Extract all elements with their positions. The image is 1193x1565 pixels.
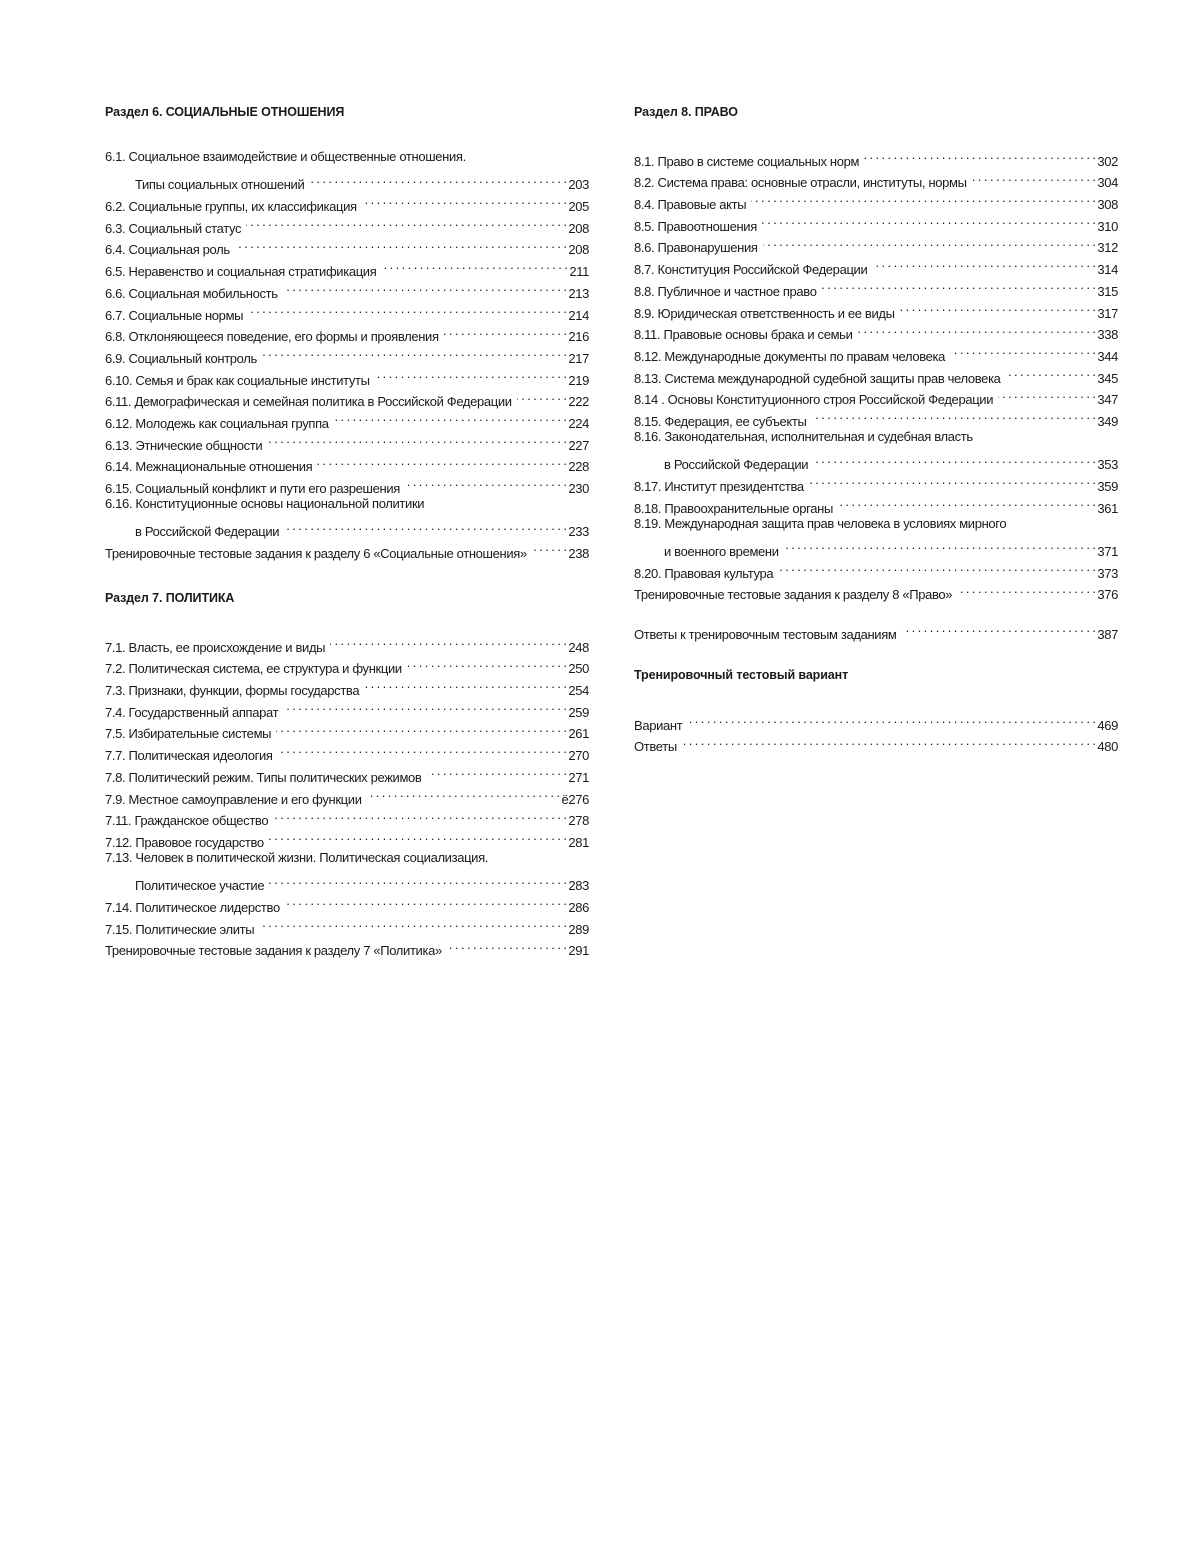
toc-entry-page: 250 <box>568 661 589 677</box>
toc-entry-page: 338 <box>1097 327 1118 343</box>
dot-leader <box>375 363 567 385</box>
toc-entry <box>105 847 589 869</box>
dot-leader <box>682 730 1096 752</box>
toc-entry <box>634 730 1118 755</box>
toc-entry-label: 6.11. Демографическая и семейная политика в Российской Федерации <box>105 394 512 410</box>
dot-leader <box>812 404 1096 426</box>
toc-entry-page: 347 <box>1097 392 1118 408</box>
toc-entry-page: 289 <box>568 921 589 937</box>
toc-list <box>105 146 589 562</box>
dot-leader <box>381 254 567 276</box>
toc-entry <box>105 630 589 655</box>
toc-entry-page: 259 <box>568 704 589 720</box>
dot-leader <box>447 934 567 956</box>
toc-entry-label: 6.2. Социальные группы, их классификация <box>105 199 357 215</box>
toc-entry-page: 203 <box>568 177 589 193</box>
toc-entry-page: 345 <box>1097 370 1118 386</box>
toc-entry-label: 8.18. Правоохранительные органы <box>634 500 833 516</box>
dot-leader <box>957 578 1095 600</box>
toc-entry-page: 238 <box>568 546 589 562</box>
toc-entry-page: 371 <box>1097 544 1118 560</box>
section-8 <box>634 104 1118 603</box>
toc-entry-label: 7.15. Политические элиты <box>105 921 255 937</box>
dot-leader <box>285 890 567 912</box>
dot-leader <box>809 469 1096 491</box>
toc-entry-label: Ответы к тренировочным тестовым заданиям <box>634 626 897 642</box>
dot-leader <box>838 491 1095 513</box>
toc-entry-label: 7.9. Местное самоуправление и его функции <box>105 791 362 807</box>
toc-entry-label: 6.6. Социальная мобильность <box>105 285 278 301</box>
dot-leader <box>407 652 567 674</box>
toc-list <box>634 617 1118 642</box>
dot-leader <box>902 617 1096 639</box>
section-title: Тренировочный тестовый вариант <box>634 668 849 682</box>
section-6 <box>105 104 589 562</box>
dot-leader <box>778 556 1095 578</box>
dot-leader <box>998 383 1095 405</box>
toc-entry-label: 6.15. Социальный конфликт и пути его разрешения <box>105 481 400 496</box>
toc-entry-label: 8.1. Право в системе социальных норм <box>634 153 860 169</box>
toc-entry-page: 469 <box>1097 717 1118 733</box>
toc-entry-label: 8.15. Федерация, ее субъекты <box>634 413 807 429</box>
toc-entry-page: 304 <box>1097 175 1118 191</box>
section-title: Раздел 6. СОЦИАЛЬНЫЕ ОТНОШЕНИЯ <box>105 105 345 119</box>
toc-entry-label: в Российской Федерации <box>664 457 809 473</box>
toc-entry <box>634 448 1118 473</box>
toc-entry <box>634 513 1118 535</box>
toc-entry <box>105 493 589 515</box>
toc-entry-page: 376 <box>1097 587 1118 603</box>
toc-entry-label: 8.14 . Основы Конституционного строя Российской Федерации <box>634 392 994 408</box>
dot-leader <box>364 673 566 695</box>
toc-entry-page: 227 <box>568 437 589 453</box>
toc-entry-label: 8.8. Публичное и частное право <box>634 283 817 299</box>
dot-leader <box>687 708 1095 730</box>
toc-entry-label: 6.3. Социальный статус <box>105 220 242 236</box>
toc-entry-label: 8.13. Система международной судебной защиты прав человека <box>634 370 1001 386</box>
toc-entry-label: Тренировочные тестовые задания к разделу 7 «Политика» <box>105 943 442 959</box>
toc-entry-page: 271 <box>568 769 589 785</box>
toc-entry <box>634 708 1118 733</box>
dot-leader <box>283 276 567 298</box>
toc-entry-page: 315 <box>1097 283 1118 299</box>
toc-entry-label: 8.11. Правовые основы брака и семьи <box>634 327 853 343</box>
toc-entry-label: 7.4. Государственный аппарат <box>105 704 279 720</box>
toc-entry-page: 261 <box>568 726 589 742</box>
dot-leader <box>762 209 1095 231</box>
toc-entry-label: 6.13. Этнические общности <box>105 437 263 453</box>
toc-entry-page: 208 <box>568 242 589 258</box>
section-title: Раздел 7. ПОЛИТИКА <box>105 591 235 605</box>
toc-entry-page: 361 <box>1097 500 1118 516</box>
dot-leader <box>763 231 1096 253</box>
toc-entry <box>105 146 589 168</box>
variant-section <box>634 667 1118 755</box>
dot-leader <box>278 738 567 760</box>
dot-leader <box>972 166 1096 188</box>
toc-entry-label: 7.7. Политическая идеология <box>105 748 273 764</box>
dot-leader <box>362 189 567 211</box>
toc-entry-page: 373 <box>1097 565 1118 581</box>
dot-leader <box>269 825 567 847</box>
dot-leader <box>1006 361 1096 383</box>
toc-entry-page: 278 <box>568 813 589 829</box>
toc-entry-label: Политическое участие <box>135 878 265 894</box>
toc-entry-page: 344 <box>1097 348 1118 364</box>
toc-entry-label: 6.10. Семья и брак как социальные институты <box>105 372 370 388</box>
toc-entry-page: 286 <box>568 899 589 915</box>
toc-entry-label: 7.5. Избирательные системы <box>105 726 272 742</box>
dot-leader <box>246 211 566 233</box>
toc-entry <box>634 426 1118 448</box>
toc-entry-page: 308 <box>1097 197 1118 213</box>
dot-leader <box>235 233 567 255</box>
toc-entry-page: 222 <box>568 394 589 410</box>
toc-entry-label: 7.14. Политическое лидерство <box>105 899 280 915</box>
toc-entry-label: 6.16. Конституционные основы национальной политики <box>105 496 425 511</box>
section-title: Раздел 8. ПРАВО <box>634 105 738 119</box>
toc-entry-label: 6.7. Социальные нормы <box>105 307 244 323</box>
toc-entry-label: 6.8. Отклоняющееся поведение, его формы и проявления <box>105 329 439 345</box>
dot-leader <box>262 341 566 363</box>
toc-entry <box>105 168 589 193</box>
dot-leader <box>309 168 566 190</box>
toc-entry-label: 7.11. Гражданское общество <box>105 813 269 829</box>
dot-leader <box>248 298 566 320</box>
toc-entry-label: 8.4. Правовые акты <box>634 197 747 213</box>
toc-entry-page: 205 <box>568 199 589 215</box>
toc-entry-page: 359 <box>1097 479 1118 494</box>
dot-leader <box>517 385 567 407</box>
toc-entry <box>634 617 1118 642</box>
toc-entry-page: 213 <box>568 285 589 301</box>
toc-entry-page: 302 <box>1097 153 1118 169</box>
toc-entry-label: 8.20. Правовая культура <box>634 565 774 581</box>
toc-entry-label: 8.16. Законодательная, исполнительная и судебная власть <box>634 428 973 444</box>
dot-leader <box>864 144 1095 166</box>
toc-entry-label: 7.8. Политический режим. Типы политических режимов <box>105 769 422 785</box>
toc-list <box>634 708 1118 755</box>
toc-entry-page: 317 <box>1097 305 1118 321</box>
toc-list <box>634 144 1118 603</box>
toc-entry-label: и военного времени <box>664 544 779 560</box>
dot-leader <box>532 536 567 558</box>
dot-leader <box>950 339 1095 361</box>
toc-entry <box>634 144 1118 169</box>
toc-entry-label: 7.3. Признаки, функции, формы государства <box>105 683 360 699</box>
toc-entry-label: 6.1. Социальное взаимодействие и общественные отношения. <box>105 149 466 164</box>
toc-entry-page: 248 <box>568 639 589 655</box>
toc-entry-page: 281 <box>568 834 589 850</box>
dot-leader <box>276 717 566 739</box>
toc-entry-label: 8.19. Международная защита прав человека в условиях мирного <box>634 515 1007 531</box>
dot-leader <box>858 318 1096 340</box>
dot-leader <box>405 471 566 493</box>
dot-leader <box>269 869 566 891</box>
toc-entry <box>634 534 1118 560</box>
toc-entry-label: 6.9. Социальный контроль <box>105 350 257 366</box>
dot-leader <box>784 534 1096 556</box>
toc-entry-page: 270 <box>568 748 589 764</box>
dot-leader <box>367 782 560 804</box>
section-7 <box>105 590 589 959</box>
toc-entry-label: 6.12. Молодежь как социальная группа <box>105 415 329 431</box>
toc-entry-label: 8.17. Институт президентства <box>634 479 804 494</box>
dot-leader <box>330 630 566 652</box>
toc-entry-label: Типы социальных отношений <box>135 177 305 193</box>
toc-entry-page: 314 <box>1097 262 1118 278</box>
dot-leader <box>284 515 566 537</box>
toc-entry-page: 480 <box>1097 739 1118 755</box>
toc-entry-page: 214 <box>568 307 589 323</box>
toc-entry-label: Вариант <box>634 717 683 733</box>
toc-entry-page: 254 <box>568 683 589 699</box>
toc-entry-label: 6.4. Социальная роль <box>105 242 230 258</box>
dot-leader <box>427 760 567 782</box>
toc-entry-page: 219 <box>568 372 589 388</box>
toc-entry-label: 7.2. Политическая система, ее структура и функции <box>105 661 402 677</box>
toc-entry-page: 228 <box>568 459 589 475</box>
toc-entry-page: 216 <box>568 329 589 345</box>
toc-entry-label: 6.14. Межнациональные отношения <box>105 459 313 475</box>
dot-leader <box>751 187 1095 209</box>
toc-entry-label: Тренировочные тестовые задания к разделу 8 «Право» <box>634 587 953 603</box>
dot-leader <box>444 320 567 342</box>
dot-leader <box>822 274 1096 296</box>
toc-entry-page: 230 <box>568 481 589 496</box>
toc-entry-label: в Российской Федерации <box>135 524 280 540</box>
toc-entry-label: 7.1. Власть, ее происхождение и виды <box>105 639 326 655</box>
toc-entry-label: 8.12. Международные документы по правам человека <box>634 348 946 364</box>
toc-entry-page: 387 <box>1097 626 1118 642</box>
toc-entry <box>105 515 589 540</box>
toc-entry-label: 7.13. Человек в политической жизни. Политическая социализация. <box>105 849 489 865</box>
dot-leader <box>872 252 1095 274</box>
toc-entry-page: 312 <box>1097 240 1118 256</box>
toc-entry-label: 8.5. Правоотношения <box>634 218 757 234</box>
toc-entry-page: 283 <box>568 878 589 894</box>
toc-entry-label: 8.7. Конституция Российской Федерации <box>634 262 868 278</box>
toc-entry-page: 233 <box>568 524 589 540</box>
toc-entry-page: 211 <box>569 264 589 280</box>
toc-entry-page: 224 <box>568 415 589 431</box>
dot-leader <box>813 448 1095 470</box>
toc-entry-label: Тренировочные тестовые задания к разделу 6 «Социальные отношения» <box>105 546 527 562</box>
toc-entry-label: 8.6. Правонарушения <box>634 240 758 256</box>
toc-entry-page: 310 <box>1097 218 1118 234</box>
dot-leader <box>900 296 1096 318</box>
toc-entry-page: 353 <box>1097 457 1118 473</box>
toc-entry-page: ё276 <box>561 791 589 807</box>
toc-entry-label: 8.9. Юридическая ответственность и ее виды <box>634 305 895 321</box>
dot-leader <box>267 428 566 450</box>
toc-list <box>105 630 589 959</box>
dot-leader <box>334 406 567 428</box>
toc-entry-label: 6.5. Неравенство и социальная стратификация <box>105 264 377 280</box>
toc-entry-page: 349 <box>1097 413 1118 429</box>
dot-leader <box>317 450 566 472</box>
toc-entry-label: 7.12. Правовое государство <box>105 834 264 850</box>
dot-leader <box>283 695 566 717</box>
dot-leader <box>259 912 566 934</box>
toc-entry-page: 208 <box>568 220 589 236</box>
toc-entry-label: Ответы <box>634 739 677 755</box>
dot-leader <box>273 804 566 826</box>
toc-entry-page: 217 <box>568 350 589 366</box>
toc-entry-label: 8.2. Система права: основные отрасли, институты, нормы <box>634 175 967 191</box>
toc-entry-page: 291 <box>568 943 589 959</box>
toc-entry <box>105 869 589 894</box>
